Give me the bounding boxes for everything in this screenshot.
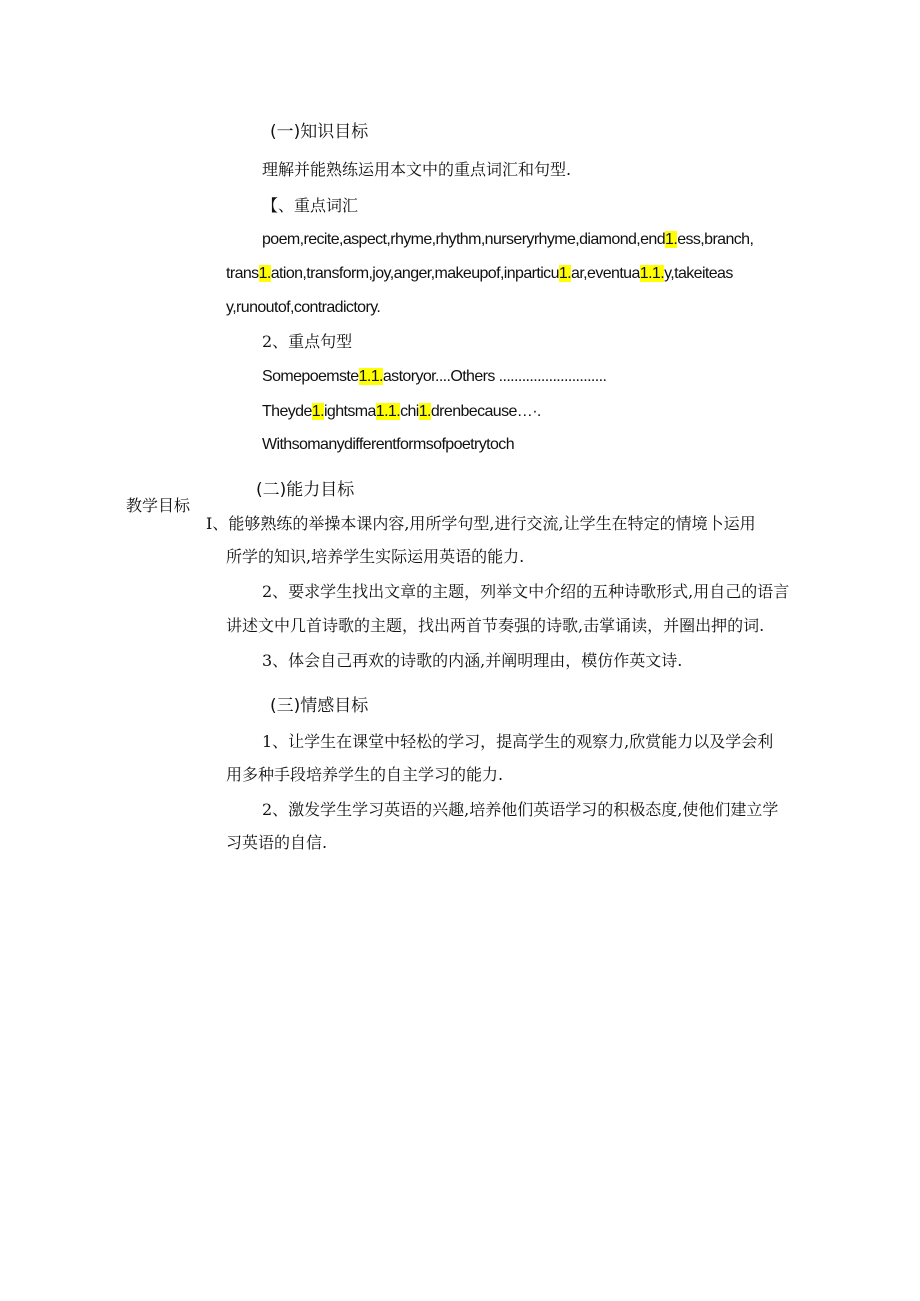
text-segment: ation,transform,joy,anger,makeupof,inparticu: [270, 265, 559, 282]
vocab-line-3: [226, 297, 380, 319]
text-segment: poem,recite,aspect,rhyme,rhythm,nurseryrhyme,diamond,end: [262, 231, 666, 248]
highlighted-text: 1.1.: [358, 368, 383, 385]
highlighted-text: 1.: [558, 265, 572, 282]
ability-heading: (二)能力目标: [256, 480, 355, 500]
text-segment: y,runoutof,contradictory.: [226, 299, 381, 316]
text-segment: trans: [226, 265, 259, 282]
ability-item-2-line-2: 讲述文中几首诗歌的主题，找出两首节奏强的诗歌,击掌诵读，并圈出押的词.: [226, 616, 765, 635]
highlighted-text: 1.1.: [375, 403, 401, 420]
sentence-1: [262, 366, 606, 388]
ability-item-1-line-1: I、能够熟练的举操本课内容,用所学句型,进行交流,让学生在特定的情境卜运用: [206, 514, 756, 533]
highlighted-text: 1.: [418, 403, 431, 420]
sentence-2: [262, 401, 541, 423]
emotion-item-2-line-1: 2、激发学生学习英语的兴趣,培养他们英语学习的积极态度,使他们建立学: [262, 800, 779, 819]
sentence-title: 2、重点句型: [262, 332, 353, 351]
text-segment: Somepoemste: [262, 368, 359, 385]
text-segment: ar,eventua: [571, 265, 640, 282]
text-segment: y,takeiteas: [664, 265, 733, 282]
knowledge-intro: 理解并能熟练运用本文中的重点词汇和句型.: [262, 160, 572, 179]
text-segment: Theyde: [262, 403, 312, 420]
emotion-heading: (三)情感目标: [270, 696, 369, 716]
text-segment: chi: [400, 403, 419, 420]
knowledge-heading: (一)知识目标: [270, 122, 369, 142]
ability-item-1-line-2: 所学的知识,培养学生实际运用英语的能力.: [226, 547, 525, 566]
vocab-title: 【、重点词汇: [262, 196, 359, 215]
highlighted-text: 1.: [311, 403, 324, 420]
text-segment: ightsma: [323, 403, 376, 420]
side-label: 教学目标: [126, 496, 191, 515]
emotion-item-1-line-1: 1、让学生在课堂中轻松的学习，提高学生的观察力,欣赏能力以及学会利: [262, 732, 774, 751]
text-segment: drenbecause…·.: [430, 403, 541, 420]
text-segment: ess,branch,: [677, 231, 754, 248]
vocab-line-2: [226, 263, 733, 285]
vocab-line-1: [262, 229, 753, 251]
emotion-item-2-line-2: 习英语的自信.: [226, 833, 328, 852]
highlighted-text: 1.: [258, 265, 271, 282]
ability-item-2-line-1: 2、要求学生找出文章的主题，列举文中介绍的五种诗歌形式,用自己的语言: [262, 582, 790, 601]
sentence-3: [262, 434, 514, 456]
ability-item-3: 3、体会自己再欢的诗歌的内涵,并阐明理由，模仿作英文诗.: [262, 651, 683, 670]
highlighted-text: 1.1.: [639, 265, 665, 282]
text-segment: astoryor....Others ............................: [382, 368, 607, 385]
text-segment: Withsomanydifferentformsofpoetrytoch: [262, 436, 515, 453]
emotion-item-1-line-2: 用多种手段培养学生的自主学习的能力.: [226, 765, 504, 784]
highlighted-text: 1.: [665, 231, 678, 248]
